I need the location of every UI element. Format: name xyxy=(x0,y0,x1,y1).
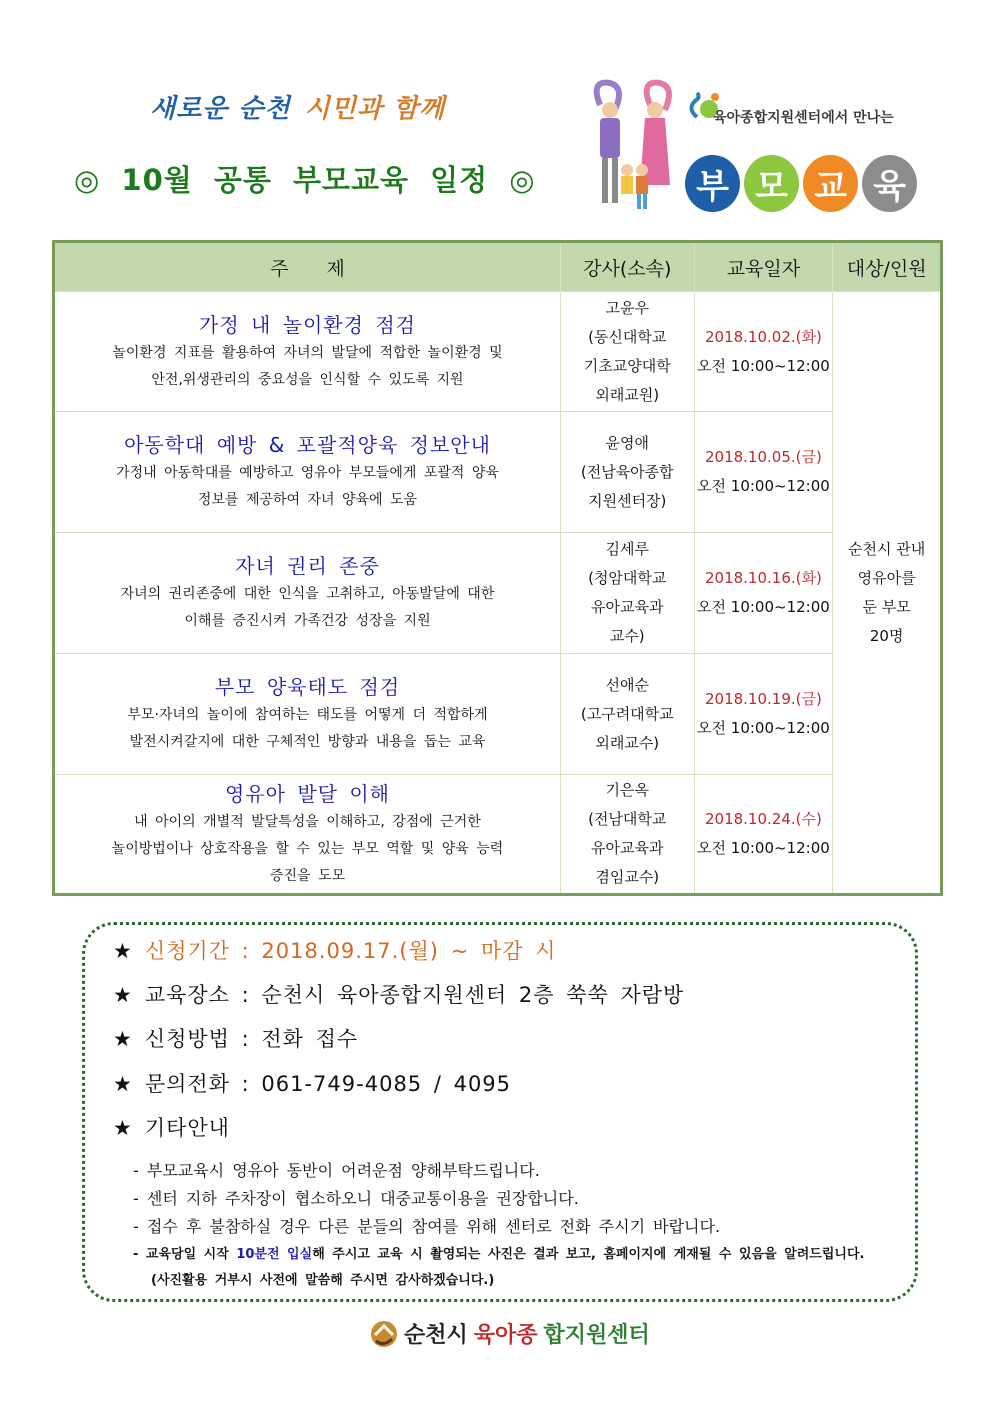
star-icon: ★ xyxy=(113,939,133,963)
session-date: 2018.10.02.(화) xyxy=(704,327,822,346)
lecturer-line: 선애순 xyxy=(605,675,649,694)
session-time: 오전 10:00~12:00 xyxy=(697,598,830,616)
session-time: 오전 10:00~12:00 xyxy=(697,356,830,375)
table-row xyxy=(54,654,942,775)
parent-education-banner xyxy=(585,75,930,220)
header-date: 교육일자 xyxy=(694,242,833,292)
slogan-part2: 시민과 함께 xyxy=(304,94,446,124)
lecturer-line: 외래교원) xyxy=(595,385,660,404)
session-date: 2018.10.05.(금) xyxy=(704,448,822,466)
info-phone xyxy=(113,1068,511,1098)
session-time: 오전 10:00~12:00 xyxy=(697,839,830,857)
table-row xyxy=(54,775,942,895)
lecturer-line: (청암대학교 xyxy=(588,569,667,587)
lecturer-line: 외래교수) xyxy=(595,733,660,752)
info-etc-text: 기타안내 xyxy=(144,1116,230,1140)
lecturer-line: 유아교육과 xyxy=(591,839,664,857)
topic-desc-line: 놀이방법이나 상호작용을 할 수 있는 부모 역할 및 양육 능력 xyxy=(111,840,504,857)
lecturer-line: 겸임교수) xyxy=(595,868,660,886)
table-header-row xyxy=(54,242,942,292)
info-period xyxy=(113,935,556,965)
suncheon-logo-icon xyxy=(370,1319,398,1349)
topic-desc-line: 안전,위생관리의 중요성을 인식할 수 있도록 지원 xyxy=(151,371,464,388)
lecturer-line: (동신대학교 xyxy=(588,327,667,346)
topic-desc-line: 발전시켜갈지에 대한 구체적인 방향과 내용을 돕는 교육 xyxy=(129,734,486,750)
lecturer-cell xyxy=(561,775,695,895)
banner-subtitle: 육아종합지원센터에서 만나는 xyxy=(713,110,894,126)
info-box xyxy=(82,922,918,1302)
table-row xyxy=(54,412,942,533)
table-row xyxy=(54,292,942,412)
topic-desc-line: 증진을 도모 xyxy=(269,867,346,884)
session-time: 오전 10:00~12:00 xyxy=(697,719,830,737)
lecturer-line: 지원센터장) xyxy=(588,491,667,510)
header-target: 대상/인원 xyxy=(833,242,942,292)
date-cell xyxy=(694,654,833,775)
footer-city: 순천시 xyxy=(404,1323,468,1348)
banner-circle: 부 xyxy=(685,155,740,212)
schedule-table xyxy=(52,240,943,896)
topic-cell xyxy=(54,775,561,895)
header-topic: 주 제 xyxy=(54,242,561,292)
lecturer-cell xyxy=(561,292,695,412)
footer-part2: 육아종 xyxy=(473,1323,538,1348)
note-line: - 부모교육시 영유아 동반이 어려운점 양해부탁드립니다. xyxy=(133,1161,540,1180)
lecturer-line: 고윤우 xyxy=(605,298,649,317)
banner-circles xyxy=(685,155,917,212)
star-icon: ★ xyxy=(113,1027,133,1051)
topic-cell xyxy=(54,533,561,654)
footer-part3: 합지원센터 xyxy=(543,1323,650,1348)
topic-cell xyxy=(54,412,561,533)
banner-circle: 모 xyxy=(744,155,799,212)
lecturer-line: (전남육아종합 xyxy=(580,462,674,481)
topic-desc-line: 내 아이의 개별적 발달특성을 이해하고, 강점에 근거한 xyxy=(134,813,481,830)
family-illustration-icon xyxy=(585,75,680,215)
page-title: ◎ 10월 공통 부모교육 일정 ◎ xyxy=(74,163,536,197)
lecturer-line: 윤영애 xyxy=(605,433,649,452)
note-text: - 교육당일 시작 xyxy=(133,1247,237,1262)
topic-desc-line: 자녀의 권리존중에 대한 인식을 고취하고, 아동발달에 대한 xyxy=(120,586,495,602)
lecturer-line: (전남대학교 xyxy=(588,810,667,828)
banner-circle: 교 xyxy=(803,155,858,212)
info-place xyxy=(113,979,684,1009)
note-line: - 접수 후 불참하실 경우 다른 분들의 참여를 위해 센터로 전화 주시기 바랍니다. xyxy=(133,1217,721,1236)
info-phone-text: 문의전화 : 061-749-4085 / 4095 xyxy=(144,1072,512,1096)
session-date: 2018.10.24.(수) xyxy=(704,810,822,828)
date-cell xyxy=(694,412,833,533)
note-highlight: 10분전 입실 xyxy=(236,1247,313,1262)
lecturer-cell xyxy=(561,654,695,775)
topic-desc-line: 이해를 증진시켜 가족건강 성장을 지원 xyxy=(184,613,431,629)
topic-desc-line: 놀이환경 지표를 활용하여 자녀의 발달에 적합한 놀이환경 및 xyxy=(112,344,503,361)
info-etc xyxy=(113,1112,230,1142)
topic-title: 영유아 발달 이해 xyxy=(225,781,390,806)
info-place-text: 교육장소 : 순천시 육아종합지원센터 2층 쑥쑥 자람방 xyxy=(144,983,685,1007)
topic-desc-line: 부모·자녀의 놀이에 참여하는 태도를 어떻게 더 적합하게 xyxy=(127,707,488,723)
lecturer-cell xyxy=(561,412,695,533)
topic-desc-line: 가정내 아동학대를 예방하고 영유아 부모들에게 포괄적 양육 xyxy=(116,465,499,481)
topic-desc-line: 정보를 제공하여 자녀 양육에 도움 xyxy=(197,492,418,508)
info-period-text: 신청기간 : 2018.09.17.(월) ~ 마감 시 xyxy=(144,939,557,963)
target-line: 순천시 관내 xyxy=(848,539,926,558)
note-line: - 센터 지하 주차장이 협소하오니 대중교통이용을 권장합니다. xyxy=(133,1189,579,1208)
note-line xyxy=(133,1243,864,1262)
lecturer-cell xyxy=(561,533,695,654)
topic-title: 부모 양육태도 점검 xyxy=(214,675,401,699)
slogan xyxy=(150,88,445,125)
session-time: 오전 10:00~12:00 xyxy=(697,477,830,495)
target-line: 둔 부모 xyxy=(862,597,911,616)
table-row xyxy=(54,533,942,654)
date-cell xyxy=(694,775,833,895)
note-text: 해 주시고 교육 시 촬영되는 사진은 결과 보고, 홈페이지에 게재될 수 있음을 알려드립니다. xyxy=(312,1247,865,1262)
slogan-part1: 새로운 순천 xyxy=(150,94,291,124)
star-icon: ★ xyxy=(113,1072,133,1096)
info-method xyxy=(113,1023,358,1053)
session-date: 2018.10.19.(금) xyxy=(704,690,822,708)
target-cell xyxy=(833,292,942,895)
topic-title: 가정 내 놀이환경 점검 xyxy=(199,312,416,337)
topic-title: 자녀 권리 존중 xyxy=(235,554,380,578)
lecturer-line: 김세루 xyxy=(605,540,649,558)
topic-title: 아동학대 예방 & 포괄적양육 정보안내 xyxy=(124,433,491,457)
star-icon: ★ xyxy=(113,1116,133,1140)
info-method-text: 신청방법 : 전화 접수 xyxy=(144,1027,359,1051)
header-lecturer: 강사(소속) xyxy=(561,242,695,292)
lecturer-line: 기초교양대학 xyxy=(583,356,671,375)
note-line: (사진활용 거부시 사전에 말씀해 주시면 감사하겠습니다.) xyxy=(151,1273,495,1288)
lecturer-line: 기은옥 xyxy=(605,781,649,799)
date-cell xyxy=(694,533,833,654)
lecturer-line: 교수) xyxy=(609,627,645,645)
target-line: 영유아를 xyxy=(857,568,916,587)
star-icon: ★ xyxy=(113,983,133,1007)
date-cell xyxy=(694,292,833,412)
footer-logo xyxy=(370,1318,650,1349)
lecturer-line: 유아교육과 xyxy=(591,598,664,616)
topic-cell xyxy=(54,654,561,775)
topic-cell xyxy=(54,292,561,412)
banner-circle: 육 xyxy=(862,155,917,212)
target-line: 20명 xyxy=(869,626,904,645)
lecturer-line: (고구려대학교 xyxy=(580,704,674,723)
session-date: 2018.10.16.(화) xyxy=(704,569,822,587)
